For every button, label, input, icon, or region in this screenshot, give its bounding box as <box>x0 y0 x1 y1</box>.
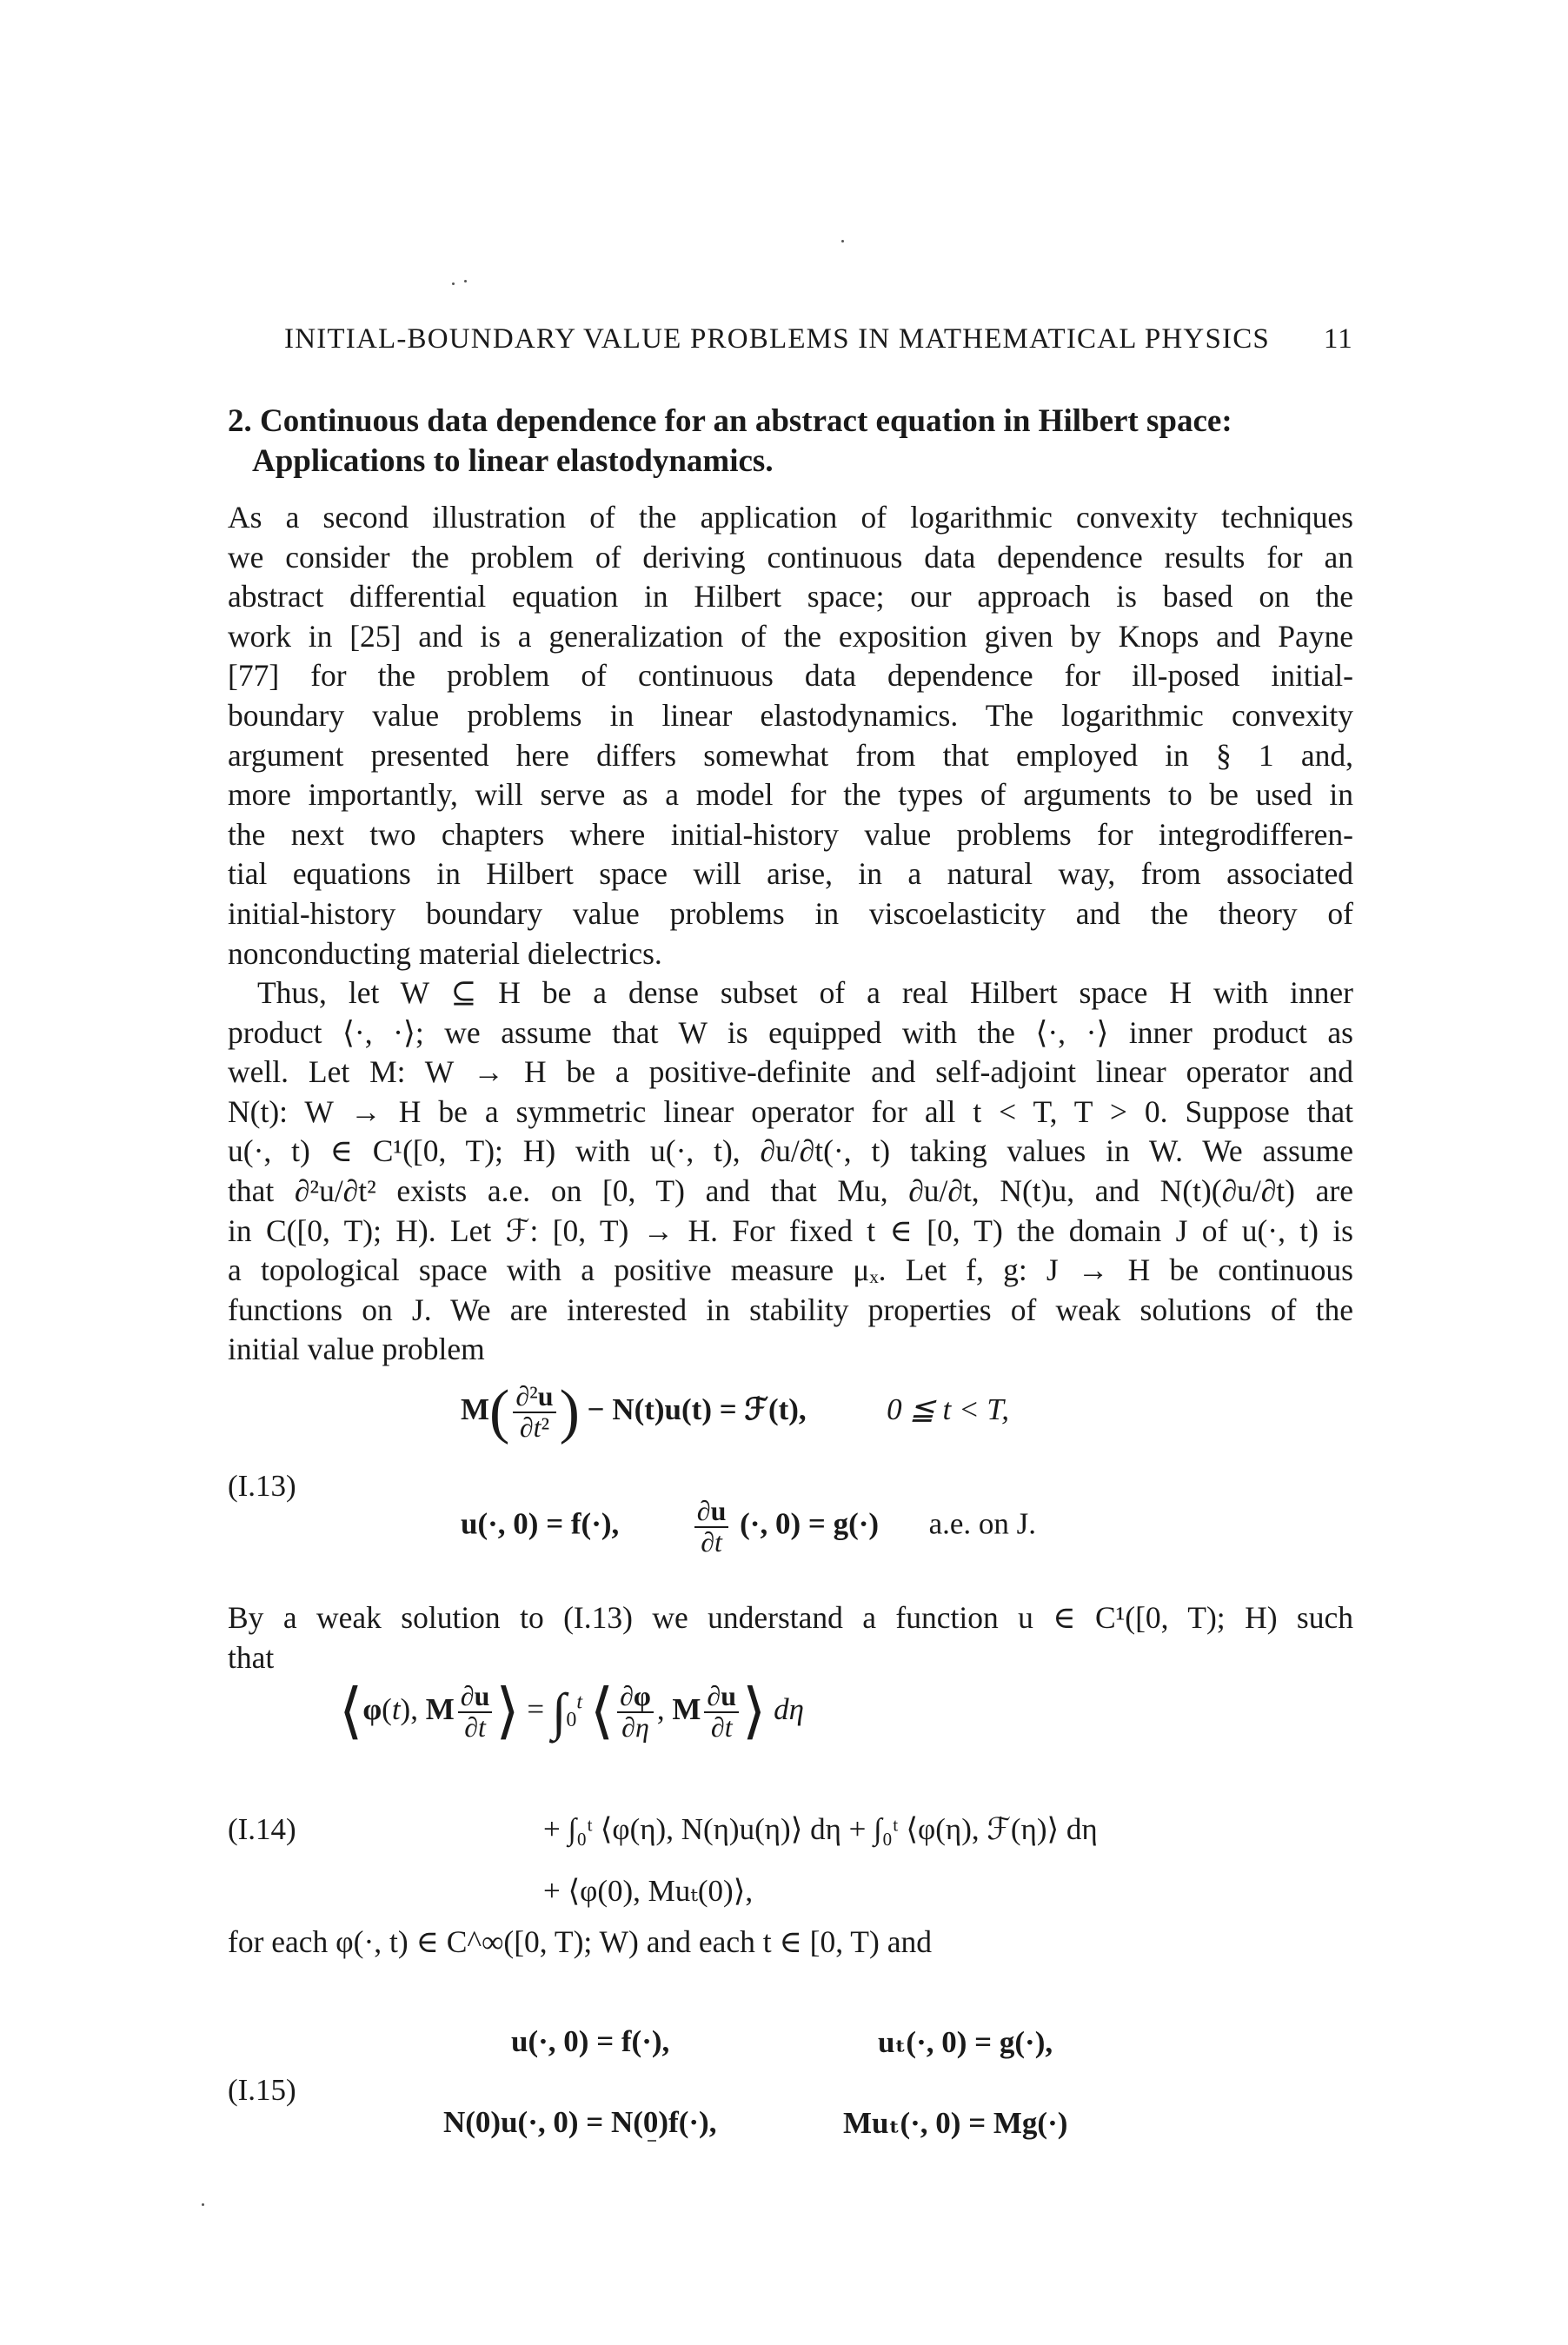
section-heading <box>228 402 1358 482</box>
text-line: in C([0, T); H). Let ℱ: [0, T) → H. For fixed t ∈ [0, T) the domain J of u(·, t) is <box>228 1212 1353 1248</box>
text-line: boundary value problems in linear elastodynamics. The logarithmic convexity <box>228 697 1353 733</box>
eq115-row2-left: N(0)u(·, 0) = N(0)f(·), <box>443 2105 717 2139</box>
text-line: that <box>228 1640 275 1675</box>
page-number: 11 <box>1323 323 1353 355</box>
text-line: product ⟨·, ·⟩; we assume that W is equipped with the ⟨·, ·⟩ inner product as <box>228 1014 1353 1050</box>
text-line: the next two chapters where initial-history value problems for integrodifferen- <box>228 816 1353 852</box>
equation-label-113: (I.13) <box>228 1469 296 1503</box>
section-title-line1: Continuous data dependence for an abstract equation in Hilbert space: <box>260 403 1232 439</box>
eq113-initial-ut: (·, 0) = g(·) <box>740 1506 880 1541</box>
equation-113-line1: M( $\frac{\text{∂²u}}{\text{∂t²}}$ ) − N(t)u(t) = ℱ(t), 0 ≦ t < T, <box>461 1378 1009 1445</box>
section-number: 2. <box>228 403 252 439</box>
scan-speck <box>841 240 844 242</box>
text-line: [77] for the problem of continuous data dependence for ill-posed initial- <box>228 658 1353 694</box>
equation-114-line3: + ⟨φ(0), Muₜ(0)⟩, <box>543 1874 754 1908</box>
text-line: a topological space with a positive measure μₓ. Let f, g: J → H be continuous <box>228 1252 1353 1288</box>
text-line: By a weak solution to (I.13) we understand a function u ∈ C¹([0, T); H) such <box>228 1600 1353 1635</box>
text-line: well. Let M: W → H be a positive-definite and self-adjoint linear operator and <box>228 1054 1353 1090</box>
text-line: functions on J. We are interested in stability properties of weak solutions of the <box>228 1292 1353 1327</box>
equation-label-115: (I.15) <box>228 2073 296 2107</box>
equation-113-line2: u(·, 0) = f(·), $\frac{\partial u}{\partial t}$ (·, 0) = g(·) a.e. on J. <box>461 1495 1037 1558</box>
scan-speck <box>202 2203 204 2206</box>
eq115-row2-right: Muₜ(·, 0) = Mg(·) <box>843 2106 1068 2140</box>
text-line: tial equations in Hilbert space will arise, in a natural way, from associated <box>228 856 1353 892</box>
text-line: work in [25] and is a generalization of the exposition given by Knops and Payne <box>228 618 1353 654</box>
weak-solution-sentence <box>228 1598 1353 1677</box>
text-line: we consider the problem of deriving continuous data dependence results for an <box>228 539 1353 575</box>
text-line: As a second illustration of the application of logarithmic convexity techniques <box>228 500 1353 535</box>
equation-114-line2: + ∫₀ᵗ ⟨φ(η), N(η)u(η)⟩ dη + ∫₀ᵗ ⟨φ(η), ℱ(η)⟩ dη <box>543 1812 1098 1846</box>
eq115-row1-left: u(·, 0) = f(·), <box>511 2024 670 2058</box>
text-line: initial-history boundary value problems in viscoelasticity and the theory of <box>228 895 1353 931</box>
eq113-condition: 0 ≦ t < T, <box>887 1392 1009 1427</box>
section-title-line2: Applications to linear elastodynamics. <box>252 443 774 479</box>
text-line: N(t): W → H be a symmetric linear operator for all t < T, T > 0. Suppose that <box>228 1093 1353 1129</box>
running-header <box>284 323 1353 355</box>
text-line: abstract differential equation in Hilbert space; our approach is based on the <box>228 579 1353 614</box>
eq113-initial-u: u(·, 0) = f(·), <box>461 1506 620 1541</box>
paragraph-2 <box>228 973 1353 1370</box>
eq115-row1-right: uₜ(·, 0) = g(·), <box>878 2025 1053 2059</box>
equation-114-line1: ⟨φ(t), M $\frac{\partial u}{\partial t}$ ⟩ = $\int_0^t$ ⟨ $\frac{\partial\varphi}{\partial\eta}$ , M $\frac{\partial u}{\partial t}$ ⟩ dη <box>339 1678 804 1745</box>
text-line: more importantly, will serve as a model for the types of arguments to be used in <box>228 777 1353 813</box>
text-line: nonconducting material dielectrics. <box>228 935 662 971</box>
text-line: that ∂²u/∂t² exists a.e. on [0, T) and that Mu, ∂u/∂t, N(t)u, and N(t)(∂u/∂t) are <box>228 1172 1353 1208</box>
text-line: u(·, t) ∈ C¹([0, T); H) with u(·, t), ∂u/∂t(·, t) taking values in W. We assume <box>228 1133 1353 1169</box>
test-function-sentence: for each φ(·, t) ∈ C^∞([0, T); W) and each t ∈ [0, T) and <box>228 1924 932 1959</box>
scan-speck <box>464 280 467 282</box>
eq113-ae-condition: a.e. on J. <box>928 1506 1037 1541</box>
text-line: initial value problem <box>228 1332 485 1367</box>
text-line: argument presented here differs somewhat from that employed in § 1 and, <box>228 737 1353 773</box>
text-line: Thus, let W ⊆ H be a dense subset of a real Hilbert space H with inner <box>257 975 1353 1010</box>
equation-label-114: (I.14) <box>228 1812 296 1846</box>
scan-speck <box>452 282 455 285</box>
scan-speck <box>648 2140 656 2142</box>
paragraph-1 <box>228 498 1353 973</box>
running-title: INITIAL-BOUNDARY VALUE PROBLEMS IN MATHEMATICAL PHYSICS <box>284 323 1270 355</box>
eq113-rhs: − N(t)u(t) = ℱ(t), <box>587 1392 807 1427</box>
